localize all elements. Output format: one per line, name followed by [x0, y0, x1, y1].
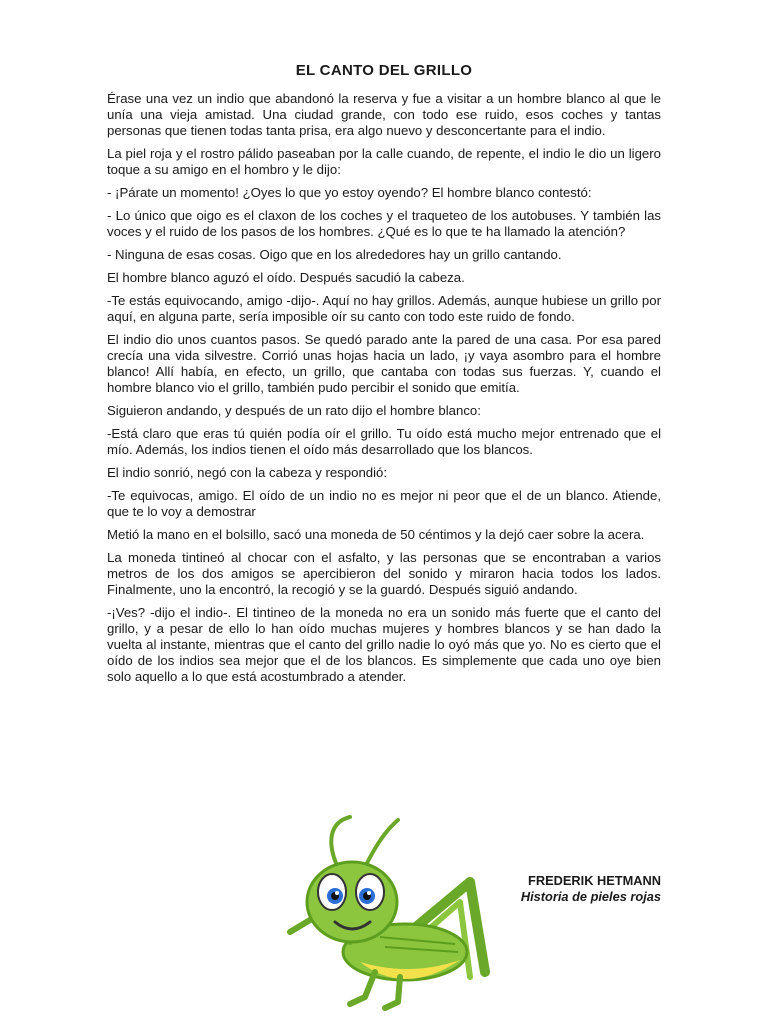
story-paragraph: -Te equivocas, amigo. El oído de un indio no es mejor ni peor que el de un blanco. Atiende, que te lo voy a demostrar: [107, 488, 661, 519]
story-body: [107, 91, 661, 685]
source-book: Historia de pieles rojas: [520, 889, 661, 904]
story-paragraph: - Ninguna de esas cosas. Oigo que en los alrededores hay un grillo cantando.: [107, 247, 562, 262]
story-paragraph: El indio sonrió, negó con la cabeza y respondió:: [107, 465, 388, 480]
cartoon-cricket-icon: [270, 812, 496, 1012]
story-paragraph: - Lo único que oigo es el claxon de los coches y el traqueteo de los autobuses. Y también las voces y el ruido de los pasos de los hombres. ¿Qué es lo que te ha llamado la atención?: [107, 208, 661, 239]
story-paragraph: El hombre blanco aguzó el oído. Después sacudió la cabeza.: [107, 270, 465, 285]
document-title: EL CANTO DEL GRILLO: [295, 62, 473, 79]
story-paragraph: - ¡Párate un momento! ¿Oyes lo que yo estoy oyendo? El hombre blanco contestó:: [107, 185, 592, 200]
story-paragraph: Siguieron andando, y después de un rato dijo el hombre blanco:: [107, 403, 481, 418]
story-paragraph: La piel roja y el rostro pálido paseaban por la calle cuando, de repente, el indio le dio un ligero toque a su amigo en el hombro y le dijo:: [107, 146, 661, 177]
story-paragraph: Metió la mano en el bolsillo, sacó una moneda de 50 céntimos y la dejó caer sobre la acera.: [107, 527, 645, 542]
story-paragraph: -¡Ves? -dijo el indio-. El tintineo de la moneda no era un sonido más fuerte que el canto del grillo, y a pesar de ello lo han oído muchas mujeres y hombres blancos y se han dado la vuelta al instante, mientras que el canto del grillo nadie lo oyó más que yo. No es cierto que el oído de los indios sea mejor que el de los blancos. Es simplemente que cada uno oye bien solo aquello a lo que está acostumbrado a atender.: [107, 605, 661, 684]
story-paragraph: El indio dio unos cuantos pasos. Se quedó parado ante la pared de una casa. Por esa pared crecía una vida silvestre. Corrió unas hojas hacia un lado, ¡y vaya asombro para el hombre blanco! Allí había, en efecto, un grillo, que cantaba con todas sus fuerzas. Y, cuando el hombre blanco vio el grillo, también pudo percibir el sonido que emitía.: [107, 332, 661, 395]
story-paragraph: Érase una vez un indio que abandonó la reserva y fue a visitar a un hombre blanco al que le unía una vieja amistad. Una ciudad grande, con todo ese ruido, esos coches y tantas personas que tienen todas tanta prisa, era algo nuevo y desconcertante para el indio.: [107, 91, 661, 138]
story-paragraph: La moneda tintineó al chocar con el asfalto, y las personas que se encontraban a varios metros de los dos amigos se apercibieron del sonido y miraron hacia todos los lados. Finalmente, uno la encontró, la recogió y se la guardó. Después siguió andando.: [107, 550, 661, 597]
author-name: FREDERIK HETMANN: [528, 873, 661, 888]
story-paragraph: -Está claro que eras tú quién podía oír el grillo. Tu oído está mucho mejor entrenado que el mío. Además, los indios tienen el oído más desarrollado que los blancos.: [107, 426, 661, 457]
author-credit: [521, 873, 661, 905]
story-paragraph: -Te estás equivocando, amigo -dijo-. Aquí no hay grillos. Además, aunque hubiese un grillo por aquí, en alguna parte, sería imposible oír su canto con todo este ruido de fondo.: [107, 293, 661, 324]
document-page: [107, 62, 661, 692]
